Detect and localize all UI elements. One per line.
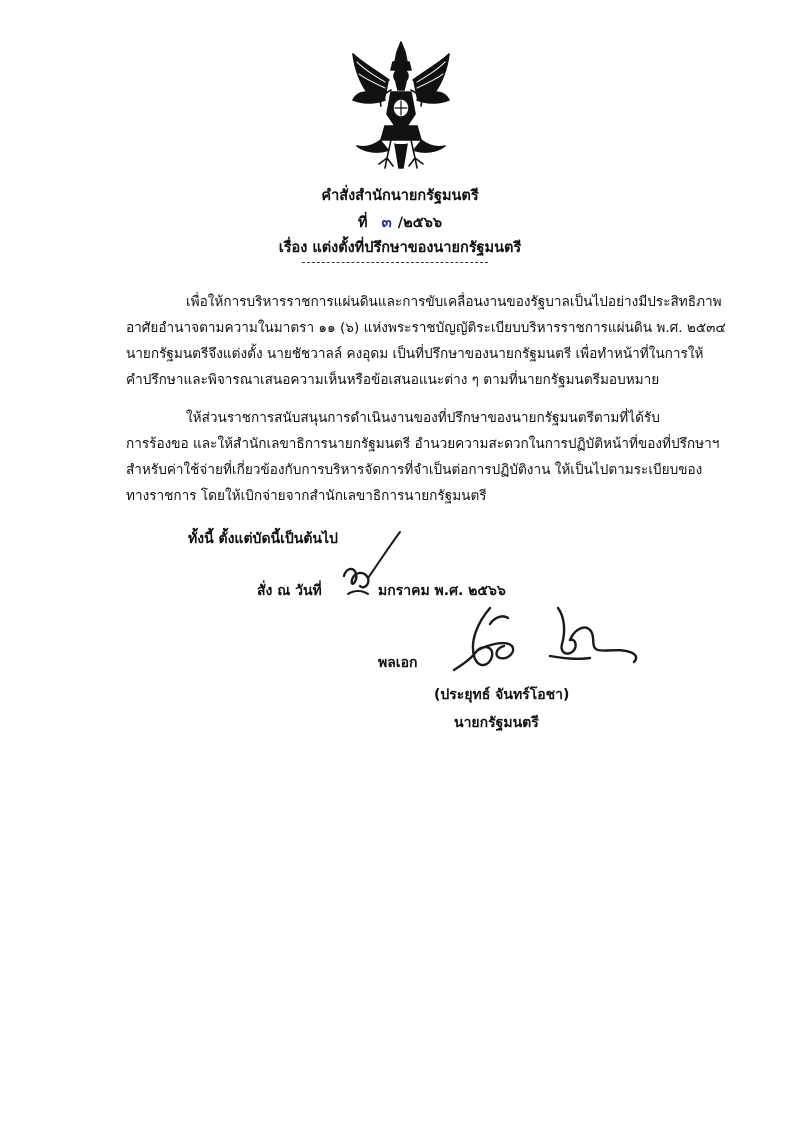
signer-title: นายกรัฐมนตรี [454, 715, 539, 731]
paragraph2-line-3: สำหรับค่าใช้จ่ายที่เกี่ยวข้องกับการบริหารจัดการที่จำเป็นต่อการปฏิบัติงาน ให้เป็นไปตามระเบียบของ [126, 462, 703, 478]
order-number-line [0, 210, 800, 234]
date-suffix: มกราคม พ.ศ. ๒๕๖๖ [378, 583, 506, 599]
paragraph1-line-2: อาศัยอำนาจตามความในมาตรา ๑๑ (๖) แห่งพระราชบัญญัติระเบียบบริหารราชการแผ่นดิน พ.ศ. ๒๕๓๔ [126, 320, 726, 336]
effective-clause: ทั้งนี้ ตั้งแต่บัดนี้เป็นต้นไป [188, 531, 338, 547]
order-number: ๓ [381, 213, 392, 231]
signer-rank: พลเอก [378, 655, 418, 671]
order-title: คำสั่งสำนักนายกรัฐมนตรี [321, 188, 479, 204]
header-divider [302, 262, 488, 263]
paragraph2-line-4: ทางราชการ โดยให้เบิกจ่ายจากสำนักเลขาธิการนายกรัฐมนตรี [126, 488, 487, 504]
number-label: ที่ [357, 215, 368, 231]
paragraph1-line-4: คำปรึกษาและพิจารณาเสนอความเห็นหรือข้อเสนอแนะต่าง ๆ ตามที่นายกรัฐมนตรีมอบหมาย [126, 372, 660, 388]
order-subject: เรื่อง แต่งตั้งที่ปรึกษาของนายกรัฐมนตรี [278, 240, 522, 256]
garuda-emblem-icon [351, 40, 451, 172]
paragraph2-line-2: การร้องขอ และให้สำนักเลขาธิการนายกรัฐมนตรี อำนวยความสะดวกในการปฏิบัติหน้าที่ของที่ปรึกษาฯ [126, 436, 720, 452]
order-year: /๒๕๖๖ [397, 215, 443, 231]
date-prefix: สั่ง ณ วันที่ [257, 583, 322, 599]
paragraph1-line-3: นายกรัฐมนตรีจึงแต่งตั้ง นายชัชวาลล์ คงอุดม เป็นที่ปรึกษาของนายกรัฐมนตรี เพื่อทำหน้าที่ในการให้ [126, 346, 704, 362]
paragraph2-line-1: ให้ส่วนราชการสนับสนุนการดำเนินงานของที่ปรึกษาของนายกรัฐมนตรีตามที่ได้รับ [186, 410, 660, 426]
paragraph1-line-1: เพื่อให้การบริหารราชการแผ่นดินและการขับเคลื่อนงานของรัฐบาลเป็นไปอย่างมีประสิทธิภาพ [186, 294, 722, 310]
handwritten-signature [450, 600, 640, 680]
signer-name: (ประยุทธ์ จันทร์โอชา) [434, 687, 570, 703]
